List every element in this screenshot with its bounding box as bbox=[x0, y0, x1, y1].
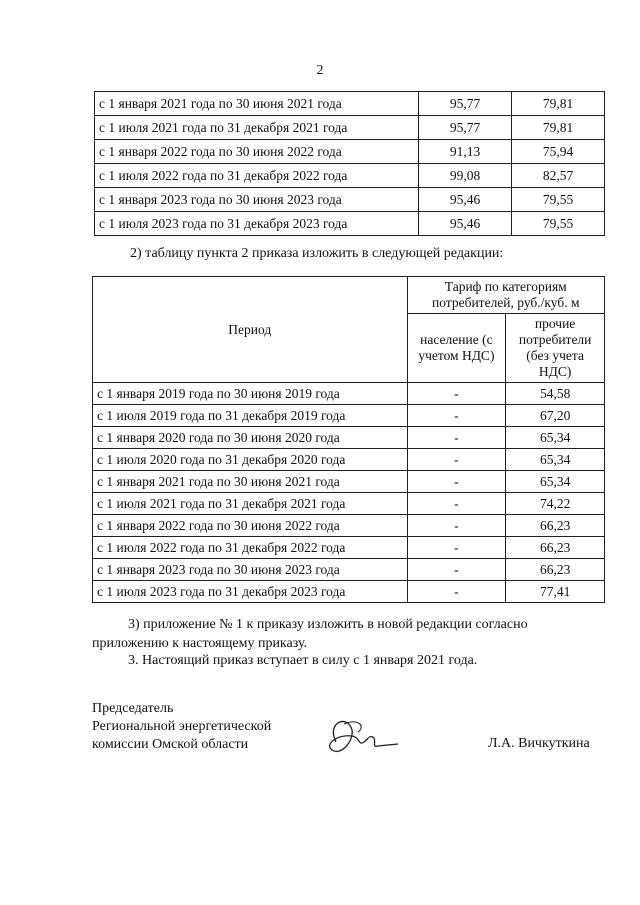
value-cell-1: - bbox=[407, 383, 506, 405]
table-row bbox=[93, 471, 605, 493]
value-cell-2: 74,22 bbox=[506, 493, 605, 515]
period-cell: с 1 июля 2021 года по 31 декабря 2021 года bbox=[95, 116, 419, 140]
value-cell-2: 82,57 bbox=[512, 164, 605, 188]
period-cell: с 1 января 2022 года по 30 июня 2022 года bbox=[95, 140, 419, 164]
value-cell-1: - bbox=[407, 405, 506, 427]
table-row bbox=[95, 188, 605, 212]
signatory-name: Л.А. Вичкуткина bbox=[488, 736, 590, 751]
value-cell-2: 79,81 bbox=[512, 92, 605, 116]
value-cell-2: 65,34 bbox=[506, 427, 605, 449]
value-cell-1: - bbox=[407, 515, 506, 537]
table-row bbox=[95, 212, 605, 236]
value-cell-1: - bbox=[407, 581, 506, 603]
value-cell-1: - bbox=[407, 471, 506, 493]
tariff-table-continued bbox=[94, 91, 605, 236]
value-cell-2: 54,58 bbox=[506, 383, 605, 405]
value-cell-2: 66,23 bbox=[506, 515, 605, 537]
table-row bbox=[93, 383, 605, 405]
value-cell-2: 66,23 bbox=[506, 559, 605, 581]
header-tariff: Тариф по категориям потребителей, руб./куб. м bbox=[407, 277, 604, 314]
value-cell-1: - bbox=[407, 559, 506, 581]
period-cell: с 1 июля 2023 года по 31 декабря 2023 года bbox=[93, 581, 408, 603]
value-cell-1: 91,13 bbox=[419, 140, 512, 164]
period-cell: с 1 января 2019 года по 30 июня 2019 года bbox=[93, 383, 408, 405]
table-row bbox=[93, 427, 605, 449]
period-cell: с 1 января 2023 года по 30 июня 2023 года bbox=[93, 559, 408, 581]
value-cell-2: 79,81 bbox=[512, 116, 605, 140]
header-population: население (с учетом НДС) bbox=[407, 314, 506, 383]
period-cell: с 1 января 2022 года по 30 июня 2022 года bbox=[93, 515, 408, 537]
value-cell-2: 66,23 bbox=[506, 537, 605, 559]
page-number: 2 bbox=[316, 63, 324, 78]
signatory-title-line1: Председатель bbox=[92, 701, 174, 716]
signatory-title bbox=[92, 700, 271, 754]
period-cell: с 1 января 2021 года по 30 июня 2021 года bbox=[95, 92, 419, 116]
value-cell-1: - bbox=[407, 427, 506, 449]
handwritten-signature bbox=[318, 712, 408, 762]
table-row bbox=[95, 116, 605, 140]
period-cell: с 1 июля 2019 года по 31 декабря 2019 года bbox=[93, 405, 408, 427]
value-cell-2: 67,20 bbox=[506, 405, 605, 427]
table-row bbox=[95, 164, 605, 188]
paragraph-table2-intro: 2) таблицу пункта 2 приказа изложить в следующей редакции: bbox=[130, 246, 504, 261]
value-cell-1: - bbox=[407, 537, 506, 559]
period-cell: с 1 июля 2022 года по 31 декабря 2022 года bbox=[93, 537, 408, 559]
value-cell-2: 77,41 bbox=[506, 581, 605, 603]
period-cell: с 1 января 2021 года по 30 июня 2021 года bbox=[93, 471, 408, 493]
table-row bbox=[93, 537, 605, 559]
value-cell-1: 95,46 bbox=[419, 212, 512, 236]
tariff-table-2 bbox=[92, 276, 605, 603]
table-row bbox=[93, 449, 605, 471]
table-row bbox=[93, 493, 605, 515]
value-cell-2: 65,34 bbox=[506, 471, 605, 493]
value-cell-2: 79,55 bbox=[512, 212, 605, 236]
value-cell-1: 95,46 bbox=[419, 188, 512, 212]
header-other-consumers: прочие потребители (без учета НДС) bbox=[506, 314, 605, 383]
table-row bbox=[95, 92, 605, 116]
value-cell-1: 99,08 bbox=[419, 164, 512, 188]
period-cell: с 1 июля 2022 года по 31 декабря 2022 года bbox=[95, 164, 419, 188]
value-cell-2: 75,94 bbox=[512, 140, 605, 164]
header-period: Период bbox=[93, 277, 408, 383]
table-row bbox=[93, 515, 605, 537]
signatory-title-line3: комиссии Омской области bbox=[92, 737, 249, 752]
value-cell-1: 95,77 bbox=[419, 116, 512, 140]
period-cell: с 1 января 2023 года по 30 июня 2023 года bbox=[95, 188, 419, 212]
period-cell: с 1 июля 2023 года по 31 декабря 2023 года bbox=[95, 212, 419, 236]
value-cell-2: 79,55 bbox=[512, 188, 605, 212]
table-row bbox=[93, 581, 605, 603]
signatory-title-line2: Региональной энергетической bbox=[92, 719, 272, 734]
value-cell-1: - bbox=[407, 493, 506, 515]
period-cell: с 1 января 2020 года по 30 июня 2020 года bbox=[93, 427, 408, 449]
paragraph-effective-date: 3. Настоящий приказ вступает в силу с 1 января 2021 года. bbox=[128, 653, 478, 668]
table-row bbox=[93, 405, 605, 427]
paragraph-3-line2: приложению к настоящему приказу. bbox=[92, 636, 308, 651]
value-cell-1: 95,77 bbox=[419, 92, 512, 116]
table-row bbox=[95, 140, 605, 164]
value-cell-2: 65,34 bbox=[506, 449, 605, 471]
period-cell: с 1 июля 2021 года по 31 декабря 2021 года bbox=[93, 493, 408, 515]
table-row bbox=[93, 559, 605, 581]
paragraph-3-line1: 3) приложение № 1 к приказу изложить в новой редакции согласно bbox=[128, 617, 528, 632]
value-cell-1: - bbox=[407, 449, 506, 471]
period-cell: с 1 июля 2020 года по 31 декабря 2020 года bbox=[93, 449, 408, 471]
